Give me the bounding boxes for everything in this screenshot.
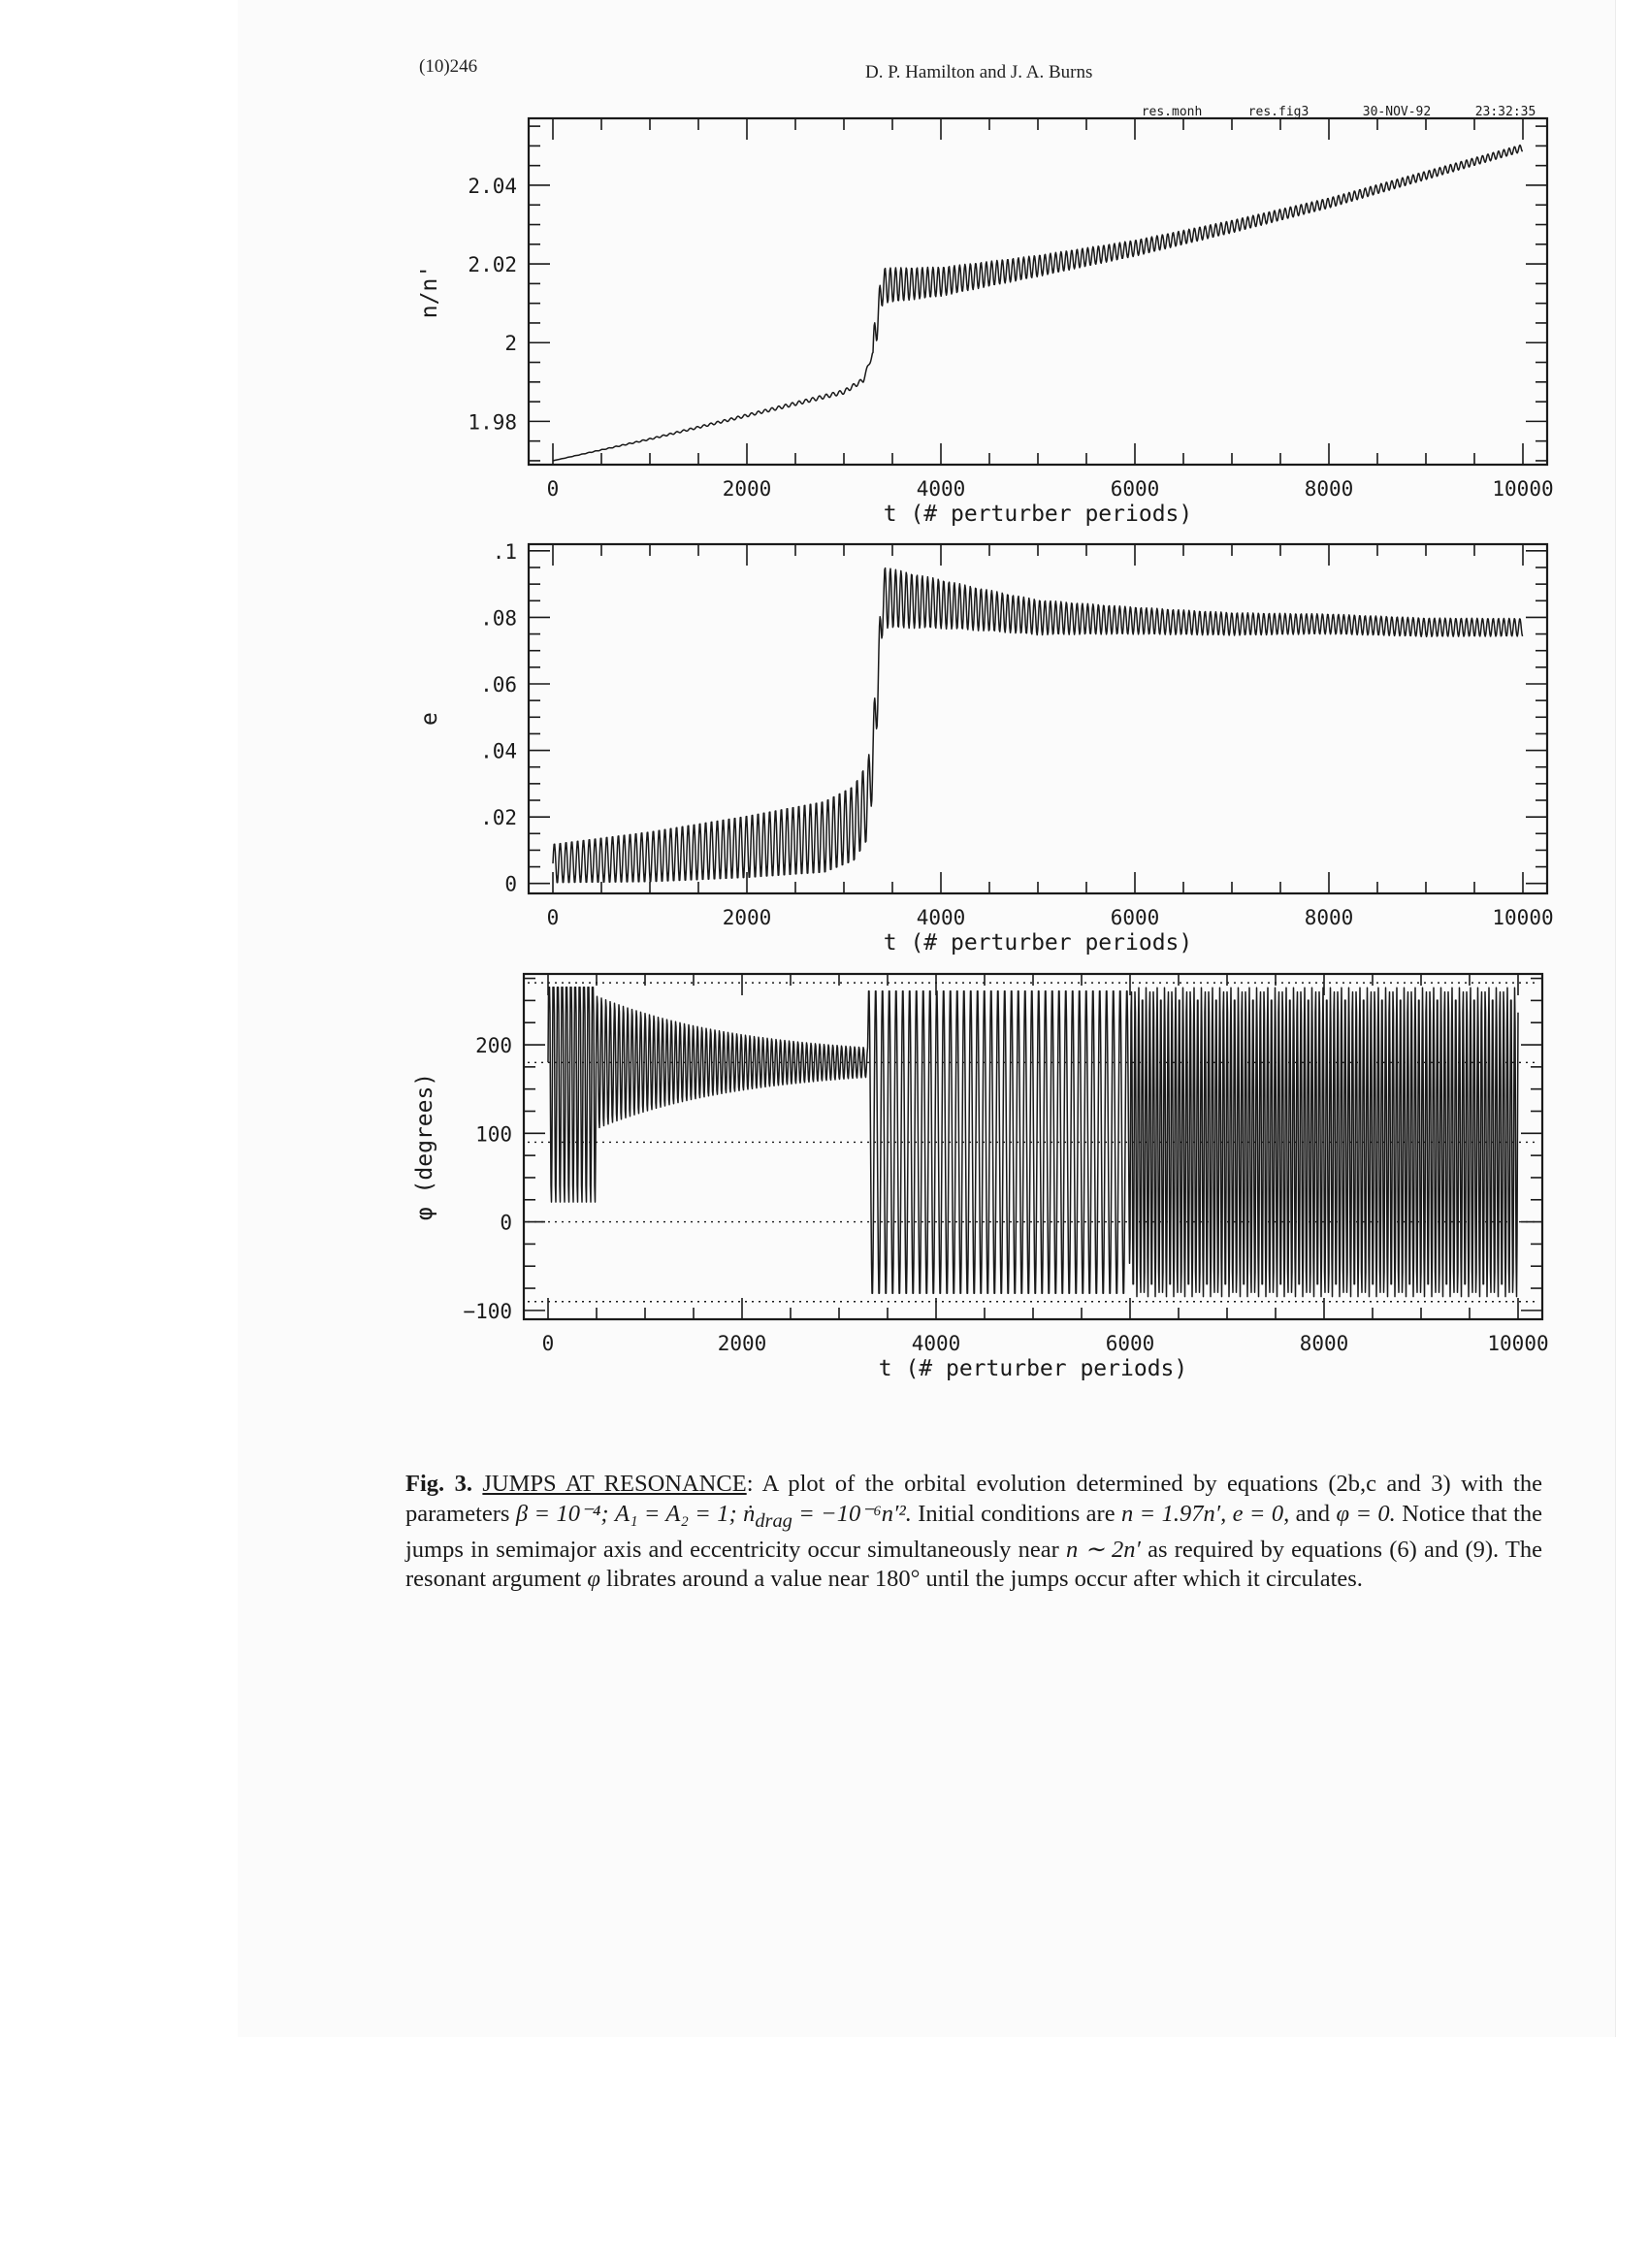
- caption-math: φ = 0.: [1336, 1500, 1396, 1527]
- x-tick-label: 8000: [1304, 477, 1354, 501]
- x-tick-label: 10000: [1492, 477, 1554, 501]
- x-tick-label: 2000: [722, 906, 772, 929]
- caption-text: Initial conditions are: [911, 1500, 1121, 1527]
- y-tick-label: 2: [504, 332, 517, 356]
- y-tick-label: 2.02: [468, 253, 517, 277]
- x-axis-label: t (# perturber periods): [878, 1356, 1188, 1381]
- page-number: (10)246: [419, 56, 478, 77]
- caption-math: φ: [587, 1566, 600, 1593]
- y-tick-label: .04: [480, 739, 517, 763]
- y-tick-label: −100: [463, 1299, 512, 1323]
- x-tick-label: 0: [546, 477, 560, 501]
- x-tick-label: 6000: [1110, 477, 1160, 501]
- y-axis-label: φ (degrees): [412, 1072, 437, 1221]
- data-series: [548, 988, 1518, 1297]
- x-tick-label: 8000: [1304, 906, 1354, 929]
- x-tick-label: 4000: [916, 477, 966, 501]
- x-tick-label: 2000: [717, 1332, 767, 1355]
- plot-stamp-text: res.fig3: [1247, 105, 1310, 119]
- y-tick-label: 200: [475, 1034, 512, 1058]
- y-tick-label: .1: [492, 539, 517, 564]
- caption-math: β = 10⁻⁴: [515, 1500, 601, 1527]
- running-header-authors: D. P. Hamilton and J. A. Burns: [865, 62, 1093, 82]
- y-tick-label: .02: [480, 806, 517, 830]
- x-tick-label: 2000: [722, 477, 772, 501]
- x-tick-label: 6000: [1105, 1332, 1155, 1355]
- x-tick-label: 0: [541, 1332, 555, 1355]
- x-tick-label: 6000: [1110, 906, 1160, 929]
- y-tick-label: .08: [480, 606, 517, 631]
- plot-stamp-text: res.monh: [1141, 105, 1203, 119]
- caption-text: Notice that the jumps in semimajor axis and eccentricity occur simultaneously near: [405, 1500, 1543, 1563]
- plot-stamp-text: 23:32:35: [1474, 105, 1536, 119]
- y-tick-label: 1.98: [468, 410, 517, 435]
- caption-math: = −10⁻⁶n′².: [792, 1500, 912, 1527]
- x-axis-label: t (# perturber periods): [883, 930, 1193, 956]
- caption-title: JUMPS AT RESONANCE: [482, 1471, 747, 1497]
- y-tick-label: 2.04: [468, 174, 517, 198]
- y-tick-label: 0: [504, 872, 517, 896]
- caption-label: Fig. 3.: [405, 1471, 472, 1497]
- x-tick-label: 10000: [1487, 1332, 1549, 1355]
- plot-stamp-text: 30-NOV-92: [1362, 105, 1432, 119]
- caption-text: and: [1289, 1500, 1337, 1527]
- figure-caption: [405, 1470, 1542, 1595]
- caption-text: librates around a value near 180° until the jumps occur after which it circulates.: [599, 1566, 1363, 1593]
- y-tick-label: 0: [500, 1211, 512, 1235]
- caption-math: n ∼ 2n′: [1065, 1536, 1141, 1563]
- y-tick-label: .06: [480, 673, 517, 697]
- caption-text: as required by equations (6) and (9). The resonant argument: [405, 1536, 1542, 1593]
- caption-math: ṅ: [743, 1500, 756, 1527]
- caption-math: drag: [755, 1509, 792, 1532]
- y-tick-label: 100: [475, 1122, 512, 1147]
- x-tick-label: 8000: [1299, 1332, 1349, 1355]
- x-axis-label: t (# perturber periods): [883, 502, 1193, 527]
- x-tick-label: 4000: [911, 1332, 961, 1355]
- x-tick-label: 10000: [1492, 906, 1554, 929]
- caption-math: n = 1.97n′, e = 0,: [1121, 1500, 1290, 1527]
- caption-text: : A plot of the orbital evolution determined by equations (2b,c and 3) with the parameters: [405, 1471, 1542, 1527]
- caption-math: ; A₁ = A₂ = 1;: [600, 1500, 744, 1527]
- x-tick-label: 0: [546, 906, 560, 929]
- x-tick-label: 4000: [916, 906, 966, 929]
- y-axis-label: n/n': [417, 264, 442, 319]
- series-line: [548, 988, 1518, 1297]
- y-axis-label: e: [417, 712, 442, 726]
